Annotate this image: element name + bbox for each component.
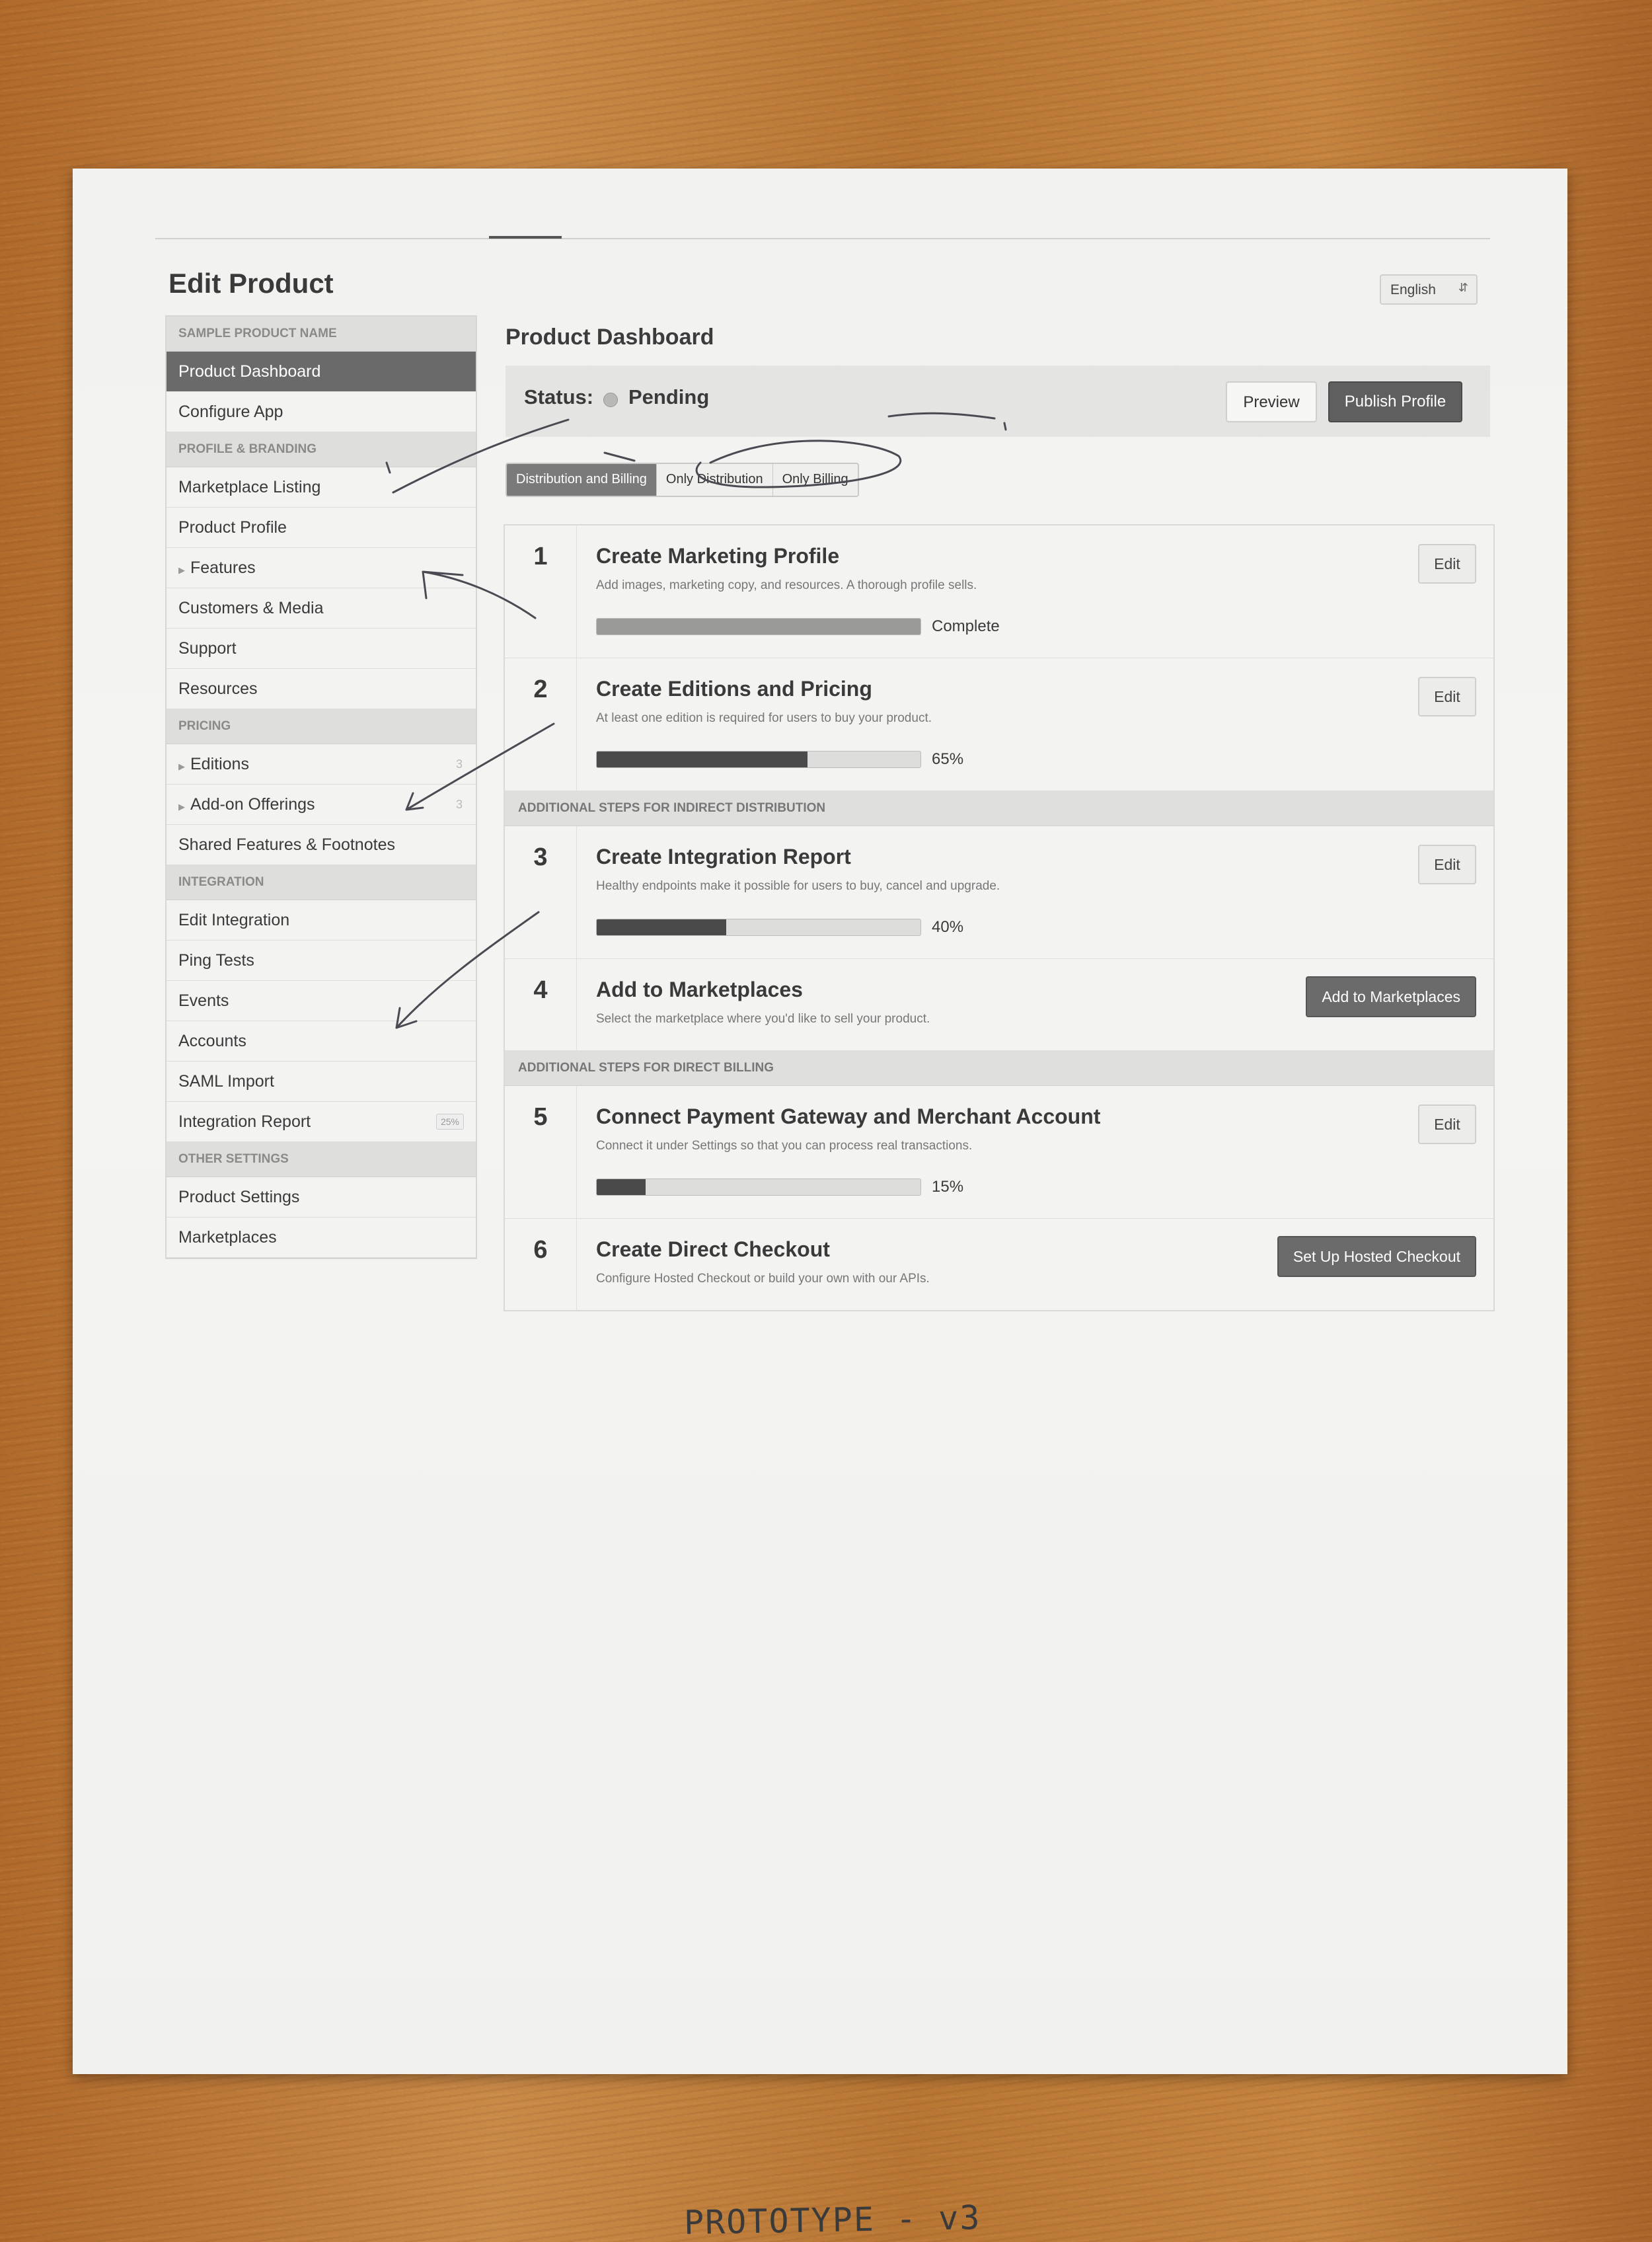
paper-sheet: [73, 169, 1567, 2242]
step-title: Connect Payment Gateway and Merchant Account: [596, 1104, 1101, 1128]
sidebar-item-add-on-offerings[interactable]: [167, 785, 476, 825]
dashboard-title: Product Dashboard: [506, 325, 714, 350]
sidebar-item-integration-report[interactable]: [167, 1102, 476, 1142]
step-title: Add to Marketplaces: [596, 978, 803, 1001]
sidebar-item-label: Resources: [178, 679, 258, 698]
step-title: Create Direct Checkout: [596, 1237, 830, 1261]
progress-bar: [596, 1179, 921, 1196]
sidebar-item-label: Customers & Media: [178, 599, 324, 617]
section-header-indirect: ADDITIONAL STEPS FOR INDIRECT DISTRIBUTION: [505, 791, 1493, 826]
progress-label: 40%: [932, 918, 964, 936]
sidebar-item-label: Support: [178, 639, 237, 658]
item-count: 3: [455, 757, 463, 771]
status-label: Status:: [524, 385, 594, 408]
publish-profile-button[interactable]: Publish Profile: [1328, 381, 1462, 422]
sidebar-heading-pricing: PRICING: [167, 709, 476, 744]
step-number-cell: [505, 525, 577, 658]
language-select[interactable]: [1380, 274, 1478, 305]
sidebar-item-events[interactable]: [167, 981, 476, 1021]
tab-indicator: [489, 236, 562, 239]
step-number: 1: [533, 543, 548, 570]
progress-fill: [597, 1179, 646, 1195]
sidebar-item-label: Events: [178, 991, 229, 1010]
step-title: Create Editions and Pricing: [596, 677, 872, 701]
progress-fill: [597, 619, 920, 635]
step-card: [505, 1219, 1493, 1310]
sidebar-item-marketplaces[interactable]: [167, 1218, 476, 1258]
sidebar-item-label: Marketplace Listing: [178, 478, 321, 496]
filter-distribution-and-billing[interactable]: Distribution and Billing: [507, 464, 657, 496]
step-number: 3: [533, 843, 548, 871]
sidebar-heading-product: SAMPLE PRODUCT NAME: [167, 317, 476, 352]
sidebar-item-edit-integration[interactable]: [167, 900, 476, 941]
sidebar-item-label: SAML Import: [178, 1072, 274, 1091]
filter-segmented-control: [506, 463, 859, 497]
sidebar-item-marketplace-listing[interactable]: [167, 467, 476, 508]
step-number-cell: [505, 1086, 577, 1218]
sidebar-item-ping-tests[interactable]: [167, 941, 476, 981]
step-card: [505, 1086, 1493, 1219]
progress-bar: [596, 919, 921, 936]
sidebar-heading-profile: PROFILE & BRANDING: [167, 432, 476, 467]
progress-fill: [597, 752, 807, 767]
step-card: [505, 959, 1493, 1051]
edit-button[interactable]: Edit: [1418, 677, 1476, 716]
step-number: 6: [533, 1236, 548, 1264]
step-title: Create Integration Report: [596, 845, 851, 869]
edit-button[interactable]: Edit: [1418, 544, 1476, 584]
filter-only-billing[interactable]: Only Billing: [773, 464, 858, 496]
sidebar-item-saml-import[interactable]: [167, 1062, 476, 1102]
status-dot-icon: [603, 393, 618, 407]
steps-list: [504, 524, 1495, 1311]
sidebar-item-shared-features[interactable]: [167, 825, 476, 865]
progress-bar: [596, 751, 921, 768]
step-card: [505, 525, 1493, 658]
progress-bar: [596, 618, 921, 635]
step-description: Add images, marketing copy, and resources. A thorough profile sells.: [596, 578, 977, 592]
preview-button[interactable]: Preview: [1226, 381, 1317, 422]
sidebar-heading-other: OTHER SETTINGS: [167, 1142, 476, 1177]
step-number: 4: [533, 976, 548, 1004]
sidebar-item-customers-media[interactable]: [167, 588, 476, 629]
step-number-cell: [505, 826, 577, 958]
expand-triangle-icon[interactable]: ▶: [178, 565, 185, 575]
sidebar-item-label: Product Settings: [178, 1188, 300, 1206]
step-description: Select the marketplace where you'd like to sell your product.: [596, 1012, 930, 1026]
status-bar: [506, 366, 1490, 437]
sidebar-heading-integration: INTEGRATION: [167, 865, 476, 900]
sidebar-item-label: Edit Integration: [178, 911, 290, 929]
expand-triangle-icon[interactable]: ▶: [178, 802, 185, 812]
handwritten-note: PROTOTYPE - v3: [683, 2198, 981, 2242]
select-arrows-icon: ⇵: [1458, 281, 1468, 294]
sidebar-item-label: Add-on Offerings: [190, 795, 315, 814]
sidebar-item-product-settings[interactable]: [167, 1177, 476, 1218]
sidebar-item-product-profile[interactable]: [167, 508, 476, 548]
sidebar-item-label: Shared Features & Footnotes: [178, 835, 395, 854]
sidebar-item-label: Product Profile: [178, 518, 287, 537]
expand-triangle-icon[interactable]: ▶: [178, 761, 185, 771]
add-to-marketplaces-button[interactable]: Add to Marketplaces: [1306, 976, 1476, 1017]
progress-label: 15%: [932, 1178, 964, 1196]
status-value: Pending: [628, 385, 710, 408]
page-title: Edit Product: [169, 268, 334, 299]
step-card: [505, 826, 1493, 959]
step-description: Connect it under Settings so that you can process real transactions.: [596, 1139, 973, 1153]
sidebar-item-label: Configure App: [178, 403, 283, 421]
sidebar-item-editions[interactable]: [167, 744, 476, 785]
sidebar-item-support[interactable]: [167, 629, 476, 669]
step-description: Configure Hosted Checkout or build your own with our APIs.: [596, 1272, 930, 1286]
sidebar-item-label: Editions: [190, 755, 249, 773]
set-up-hosted-checkout-button[interactable]: Set Up Hosted Checkout: [1277, 1236, 1476, 1277]
sidebar-item-label: Accounts: [178, 1032, 246, 1050]
step-number: 5: [533, 1103, 548, 1131]
sidebar-item-product-dashboard[interactable]: [167, 352, 476, 392]
sidebar-item-label: Integration Report: [178, 1112, 311, 1131]
edit-button[interactable]: Edit: [1418, 1104, 1476, 1144]
sidebar-item-features[interactable]: [167, 548, 476, 588]
language-value: English: [1390, 282, 1436, 297]
item-count: 3: [455, 798, 463, 811]
step-number-cell: [505, 1219, 577, 1310]
edit-button[interactable]: Edit: [1418, 845, 1476, 884]
sidebar-item-label: Features: [190, 559, 256, 577]
step-description: At least one edition is required for users to buy your product.: [596, 711, 932, 725]
progress-label: 65%: [932, 750, 964, 768]
progress-label: Complete: [932, 617, 1000, 635]
step-number-cell: [505, 959, 577, 1050]
sidebar-item-accounts[interactable]: [167, 1021, 476, 1062]
step-description: Healthy endpoints make it possible for users to buy, cancel and upgrade.: [596, 879, 1000, 893]
progress-fill: [597, 919, 726, 935]
progress-badge: 25%: [436, 1114, 464, 1130]
step-number: 2: [533, 676, 548, 703]
step-card: [505, 658, 1493, 791]
step-number-cell: [505, 658, 577, 791]
sidebar: [165, 315, 477, 1259]
sidebar-item-label: Ping Tests: [178, 951, 254, 970]
sidebar-item-resources[interactable]: [167, 669, 476, 709]
filter-only-distribution[interactable]: Only Distribution: [657, 464, 773, 496]
sidebar-item-label: Product Dashboard: [178, 362, 321, 381]
top-divider: [155, 238, 1490, 239]
step-title: Create Marketing Profile: [596, 544, 840, 568]
sidebar-item-configure-app[interactable]: [167, 392, 476, 432]
sidebar-item-label: Marketplaces: [178, 1228, 277, 1247]
section-header-direct: ADDITIONAL STEPS FOR DIRECT BILLING: [505, 1051, 1493, 1086]
